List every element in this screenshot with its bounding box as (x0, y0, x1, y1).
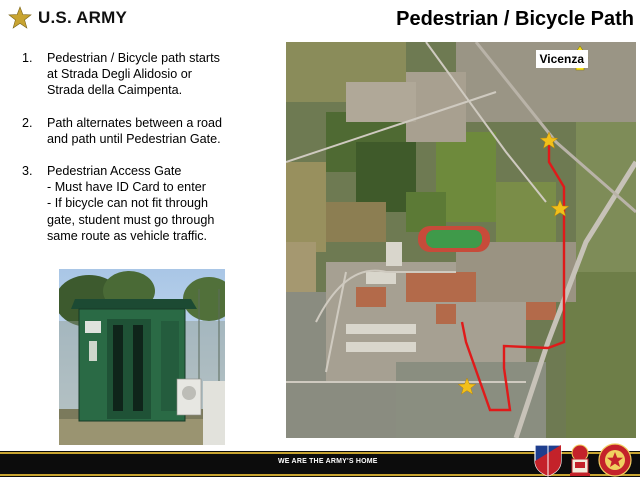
item-number: 1. (22, 51, 33, 65)
sub-item: - If bicycle can not fit through gate, student must go through same route as vehicle traffic. (47, 196, 215, 243)
list-item (22, 50, 272, 99)
star-icon (8, 6, 32, 30)
item-text: Pedestrian / Bicycle path starts at Strada Degli Alidosio or Strada della Caimpenta. (47, 51, 220, 98)
sub-item: - Must have ID Card to enter (47, 180, 206, 195)
item-text: Path alternates between a road and path until Pedestrian Gate. (47, 115, 223, 146)
footer-slogan: WE ARE THE ARMY'S HOME (278, 458, 378, 465)
item-number: 2. (22, 115, 33, 130)
item-number: 3. (22, 164, 33, 179)
gate-photo (59, 269, 225, 445)
list-item (22, 163, 272, 244)
instruction-list (22, 50, 272, 260)
list-item (22, 115, 272, 147)
army-logo (8, 6, 127, 30)
city-label: Vicenza (536, 50, 588, 68)
crest-insignia-icon (566, 443, 594, 482)
page-title: Pedestrian / Bicycle Path (396, 8, 634, 30)
imcom-emblem-icon (598, 443, 632, 482)
item-text: Pedestrian Access Gate (47, 164, 182, 179)
logo-text: U.S. ARMY (38, 8, 128, 27)
shield-insignia-icon (533, 443, 563, 482)
aerial-map (286, 42, 636, 438)
